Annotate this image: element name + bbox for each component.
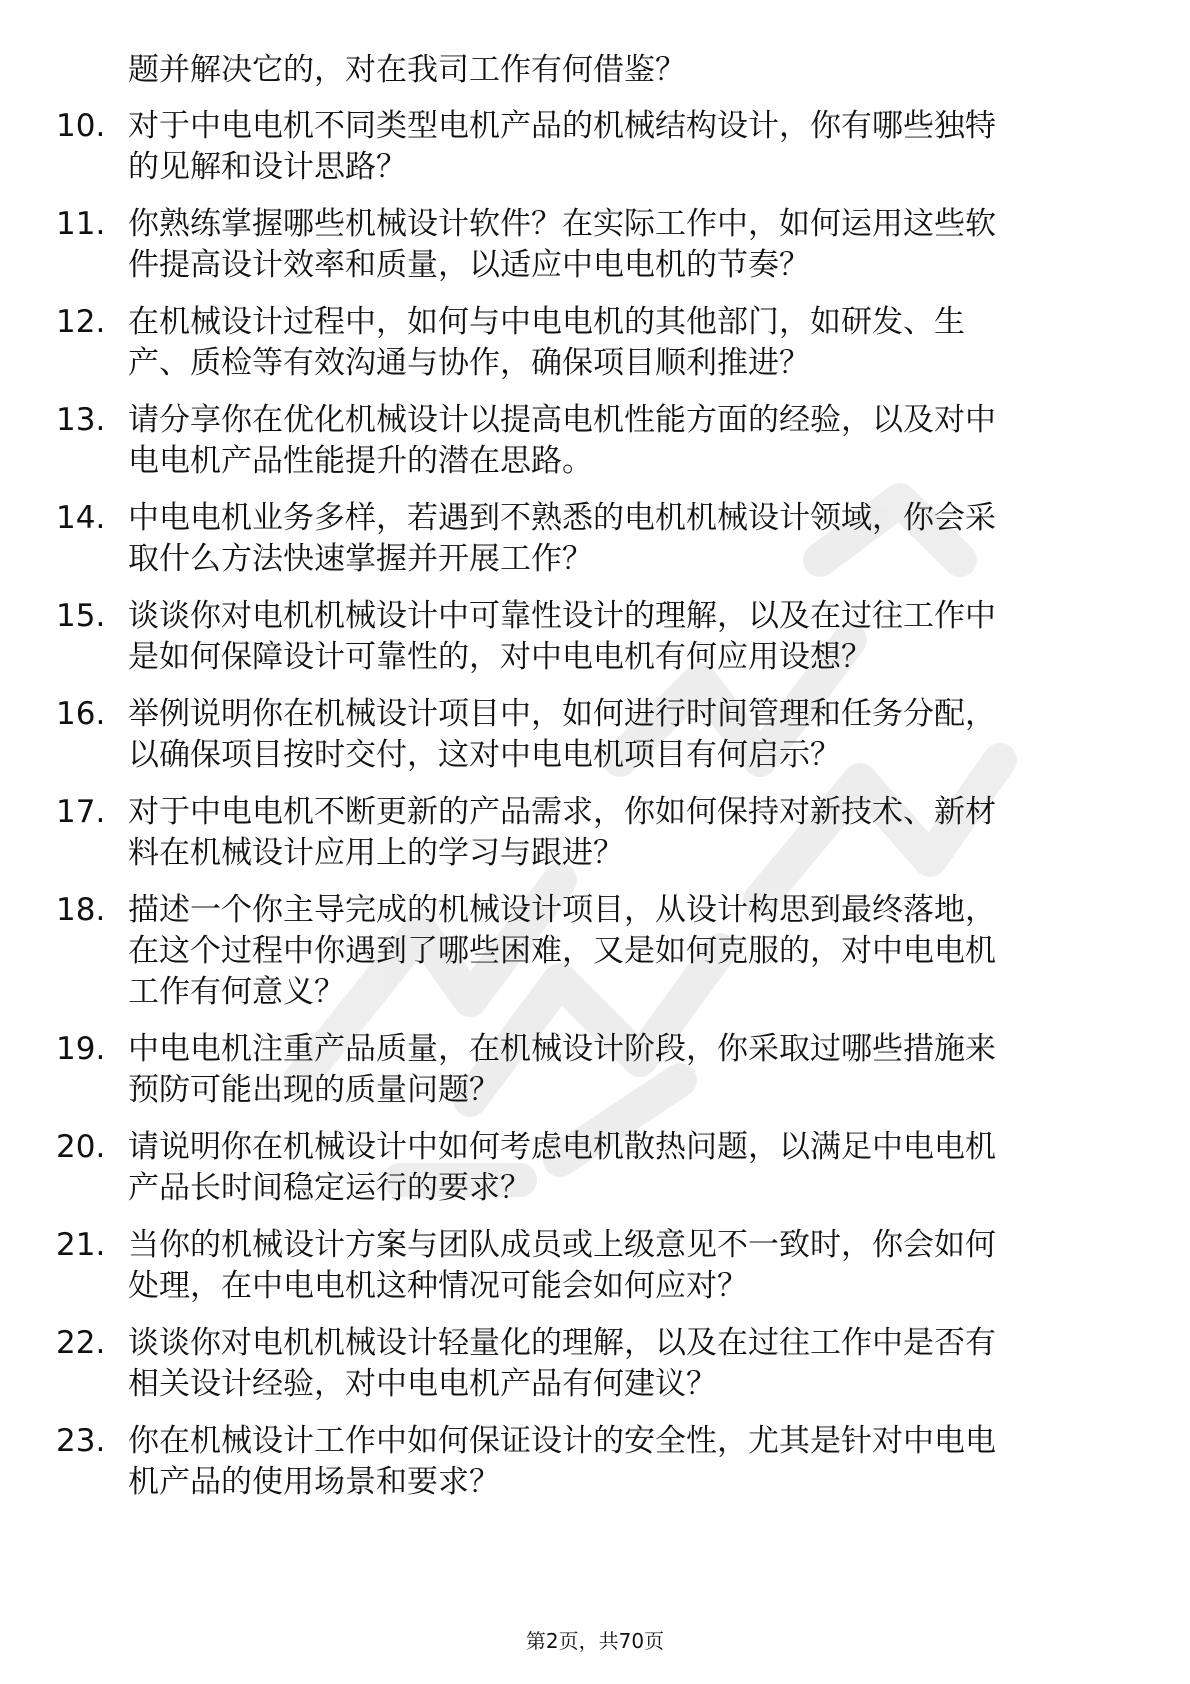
question-text: 你熟练掌握哪些机械设计软件？在实际工作中，如何运用这些软 件提高设计效率和质量，以适应中电电机的节奏？: [128, 206, 996, 283]
question-text: 举例说明你在机械设计项目中，如何进行时间管理和任务分配， 以确保项目按时交付，这对中电电机项目有何启示？: [128, 696, 996, 773]
question-item: [0, 400, 1190, 482]
question-list: [0, 106, 1190, 1519]
question-item: [0, 204, 1190, 286]
question-number: 18.: [56, 892, 106, 928]
page-footer: 第2页，共70页: [525, 1629, 665, 1653]
question-item: [0, 1323, 1190, 1405]
question-number: 11.: [56, 206, 106, 242]
question-text: 对于中电电机不同类型电机产品的机械结构设计，你有哪些独特 的见解和设计思路？: [128, 108, 996, 185]
question-number: 17.: [56, 794, 106, 830]
question-number: 20.: [56, 1129, 106, 1165]
question-text: 当你的机械设计方案与团队成员或上级意见不一致时，你会如何 处理，在中电电机这种情况可能会如何应对？: [128, 1227, 996, 1304]
question-number: 19.: [56, 1031, 106, 1067]
question-text: 中电电机业务多样，若遇到不熟悉的电机机械设计领域，你会采 取什么方法快速掌握并开展工作？: [128, 500, 996, 577]
question-item: [0, 1029, 1190, 1111]
question-item: [0, 596, 1190, 678]
question-item: [0, 694, 1190, 776]
question-number: 23.: [56, 1423, 106, 1459]
question-item: [0, 1225, 1190, 1307]
question-item: [0, 1421, 1190, 1503]
question-item: [0, 890, 1190, 1013]
question-text: 谈谈你对电机机械设计轻量化的理解，以及在过往工作中是否有 相关设计经验，对中电电机产品有何建议？: [128, 1325, 996, 1402]
question-text: 谈谈你对电机机械设计中可靠性设计的理解，以及在过往工作中 是如何保障设计可靠性的，对中电电机有何应用设想？: [128, 598, 996, 675]
question-item: [0, 498, 1190, 580]
question-number: 15.: [56, 598, 106, 634]
question-item: [0, 1127, 1190, 1209]
question-number: 13.: [56, 402, 106, 438]
question-number: 12.: [56, 304, 106, 340]
question-number: 21.: [56, 1227, 106, 1263]
question-number: 14.: [56, 500, 106, 536]
question-item: [0, 792, 1190, 874]
question-number: 16.: [56, 696, 106, 732]
question-number: 10.: [56, 108, 106, 144]
question-item: [0, 106, 1190, 188]
question-text: 描述一个你主导完成的机械设计项目，从设计构思到最终落地， 在这个过程中你遇到了哪些困难，又是如何克服的，对中电电机 工作有何意义？: [128, 892, 996, 1010]
continuation-text: 题并解决它的，对在我司工作有何借鉴？: [128, 52, 686, 88]
question-item: [0, 302, 1190, 384]
question-text: 对于中电电机不断更新的产品需求，你如何保持对新技术、新材 料在机械设计应用上的学习与跟进？: [128, 794, 996, 871]
question-text: 请说明你在机械设计中如何考虑电机散热问题，以满足中电电机 产品长时间稳定运行的要求？: [128, 1129, 996, 1206]
question-text: 在机械设计过程中，如何与中电电机的其他部门，如研发、生 产、质检等有效沟通与协作，确保项目顺利推进？: [128, 304, 965, 381]
question-text: 你在机械设计工作中如何保证设计的安全性，尤其是针对中电电 机产品的使用场景和要求？: [128, 1423, 996, 1500]
question-number: 22.: [56, 1325, 106, 1361]
question-text: 中电电机注重产品质量，在机械设计阶段，你采取过哪些措施来 预防可能出现的质量问题？: [128, 1031, 996, 1108]
question-text: 请分享你在优化机械设计以提高电机性能方面的经验，以及对中 电电机产品性能提升的潜在思路。: [128, 402, 996, 479]
